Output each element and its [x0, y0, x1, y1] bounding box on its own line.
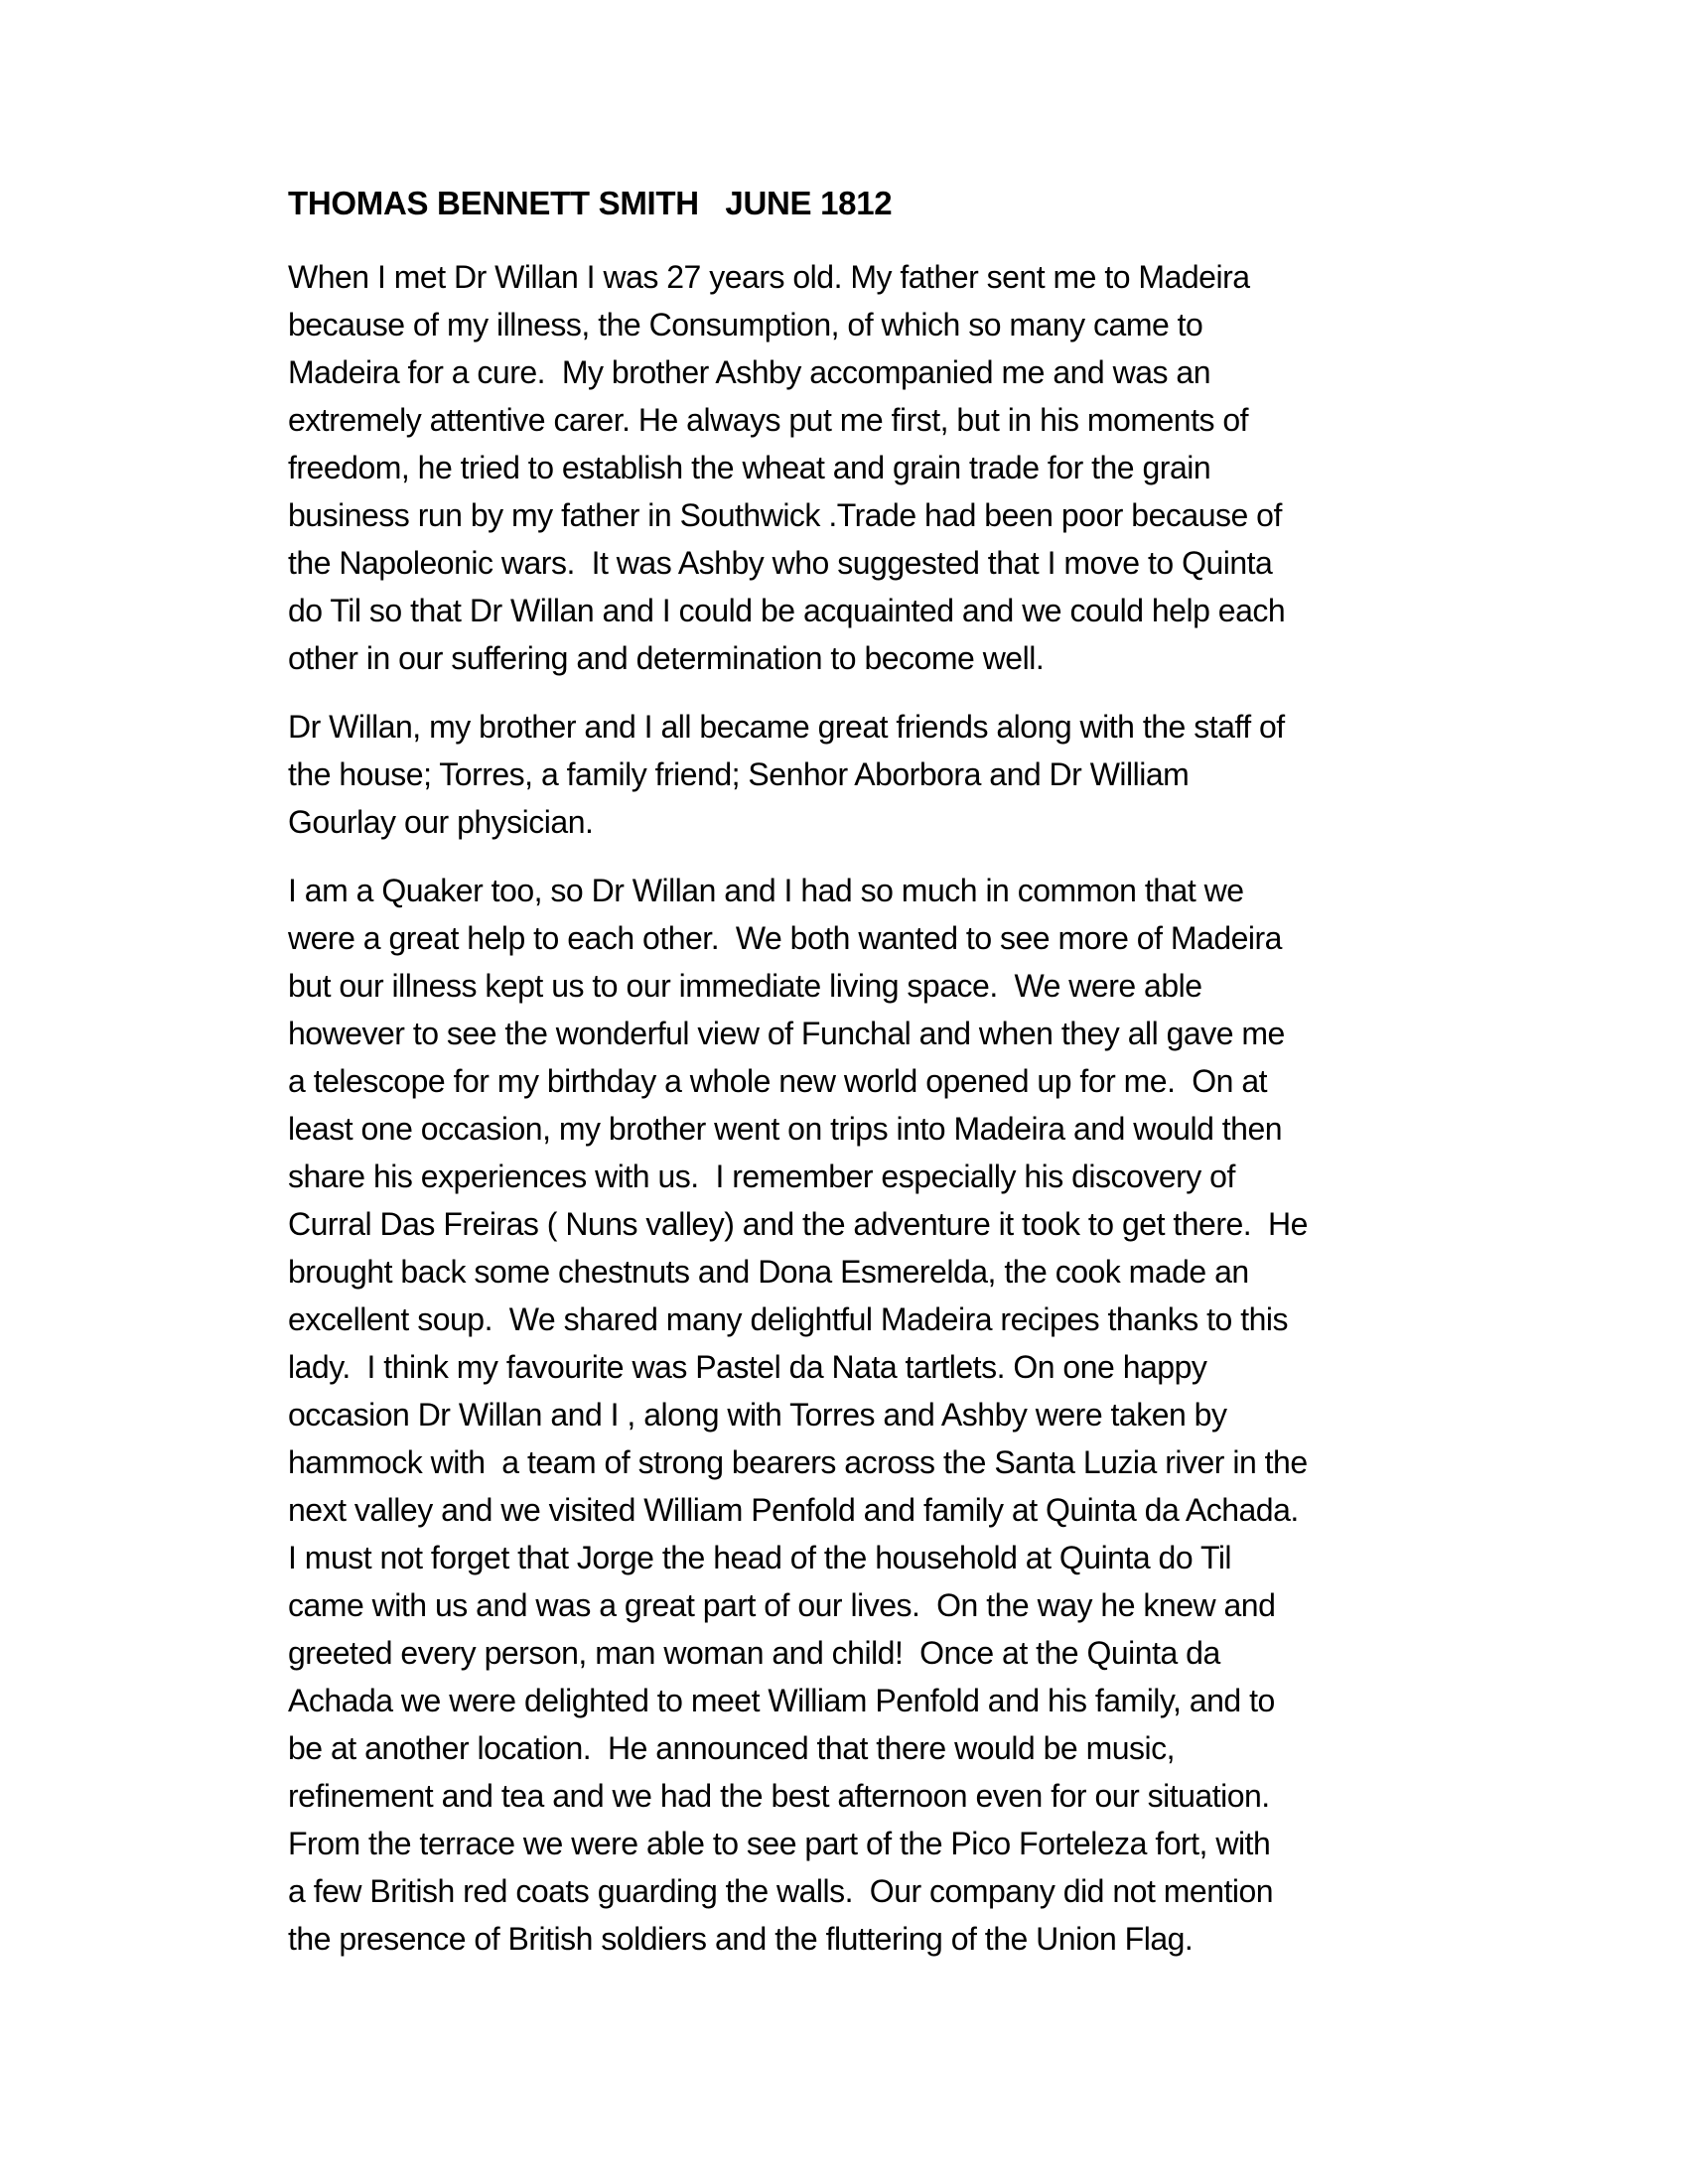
text-line: Madeira for a cure. My brother Ashby accompanied me and was an	[288, 354, 1210, 390]
text-line: From the terrace we were able to see part of the Pico Forteleza fort, with	[288, 1826, 1271, 1861]
text-line: Curral Das Freiras ( Nuns valley) and the adventure it took to get there. He	[288, 1206, 1308, 1242]
text-line: but our illness kept us to our immediate living space. We were able	[288, 968, 1202, 1004]
text-line: Achada we were delighted to meet William Penfold and his family, and to	[288, 1683, 1275, 1718]
document-content	[288, 180, 1539, 1983]
paragraph	[288, 703, 1539, 846]
text-line: the house; Torres, a family friend; Senhor Aborbora and Dr William	[288, 756, 1190, 792]
text-line: excellent soup. We shared many delightful Madeira recipes thanks to this	[288, 1301, 1289, 1337]
text-line: I am a Quaker too, so Dr Willan and I had so much in common that we	[288, 873, 1244, 908]
text-line: I must not forget that Jorge the head of the household at Quinta do Til	[288, 1540, 1232, 1575]
text-line: freedom, he tried to establish the wheat and grain trade for the grain	[288, 450, 1211, 485]
text-line: occasion Dr Willan and I , along with Torres and Ashby were taken by	[288, 1397, 1227, 1433]
text-line: least one occasion, my brother went on trips into Madeira and would then	[288, 1111, 1283, 1147]
text-line: the presence of British soldiers and the fluttering of the Union Flag.	[288, 1921, 1194, 1957]
text-line: refinement and tea and we had the best afternoon even for our situation.	[288, 1778, 1270, 1814]
document-title: THOMAS BENNETT SMITH JUNE 1812	[288, 185, 893, 221]
document-body	[288, 253, 1539, 1963]
text-line: came with us and was a great part of our lives. On the way he knew and	[288, 1587, 1276, 1623]
text-line: a few British red coats guarding the walls. Our company did not mention	[288, 1873, 1274, 1909]
text-line: When I met Dr Willan I was 27 years old. My father sent me to Madeira	[288, 259, 1250, 295]
text-line: because of my illness, the Consumption, of which so many came to	[288, 307, 1203, 342]
text-line: extremely attentive carer. He always put me first, but in his moments of	[288, 402, 1249, 438]
text-line: lady. I think my favourite was Pastel da Nata tartlets. On one happy	[288, 1349, 1207, 1385]
text-line: a telescope for my birthday a whole new world opened up for me. On at	[288, 1063, 1267, 1099]
text-line: however to see the wonderful view of Funchal and when they all gave me	[288, 1016, 1285, 1051]
text-line: business run by my father in Southwick .Trade had been poor because of	[288, 497, 1282, 533]
text-line: greeted every person, man woman and child! Once at the Quinta da	[288, 1635, 1220, 1671]
paragraph	[288, 253, 1539, 682]
text-line: hammock with a team of strong bearers across the Santa Luzia river in the	[288, 1444, 1308, 1480]
text-line: share his experiences with us. I remember especially his discovery of	[288, 1159, 1235, 1194]
text-line: next valley and we visited William Penfold and family at Quinta da Achada.	[288, 1492, 1299, 1528]
text-line: brought back some chestnuts and Dona Esmerelda, the cook made an	[288, 1254, 1249, 1290]
text-line: the Napoleonic wars. It was Ashby who suggested that I move to Quinta	[288, 545, 1273, 581]
text-line: Gourlay our physician.	[288, 804, 594, 840]
text-line: other in our suffering and determination to become well.	[288, 640, 1045, 676]
text-line: were a great help to each other. We both wanted to see more of Madeira	[288, 920, 1282, 956]
text-line: be at another location. He announced that there would be music,	[288, 1730, 1176, 1766]
paragraph	[288, 867, 1539, 1963]
text-line: do Til so that Dr Willan and I could be acquainted and we could help each	[288, 593, 1286, 628]
text-line: Dr Willan, my brother and I all became great friends along with the staff of	[288, 709, 1285, 745]
